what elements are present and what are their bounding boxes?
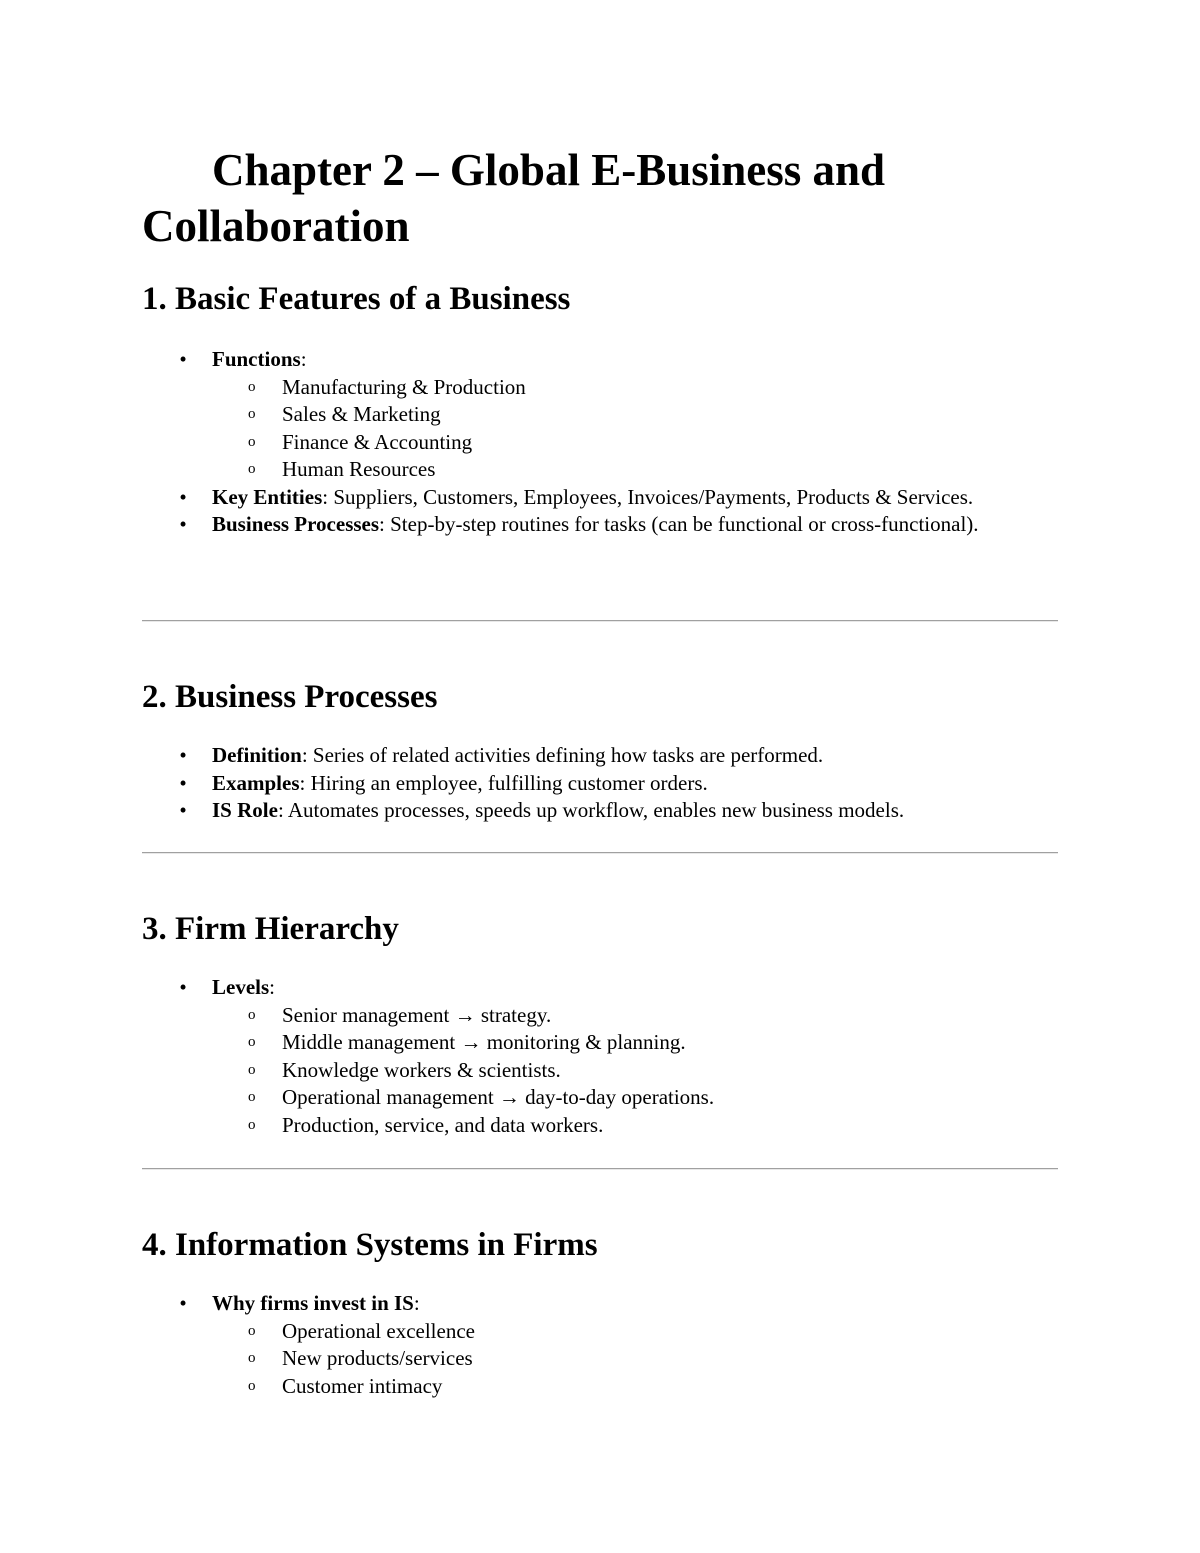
list-item bbox=[142, 1290, 1060, 1400]
section-divider bbox=[142, 620, 1058, 622]
chapter-title: Chapter 2 – Global E-Business and Collaboration bbox=[142, 145, 886, 251]
list-item bbox=[142, 974, 1060, 1139]
sub-item-text: New products/services bbox=[282, 1346, 473, 1370]
section-heading: 4. Information Systems in Firms bbox=[142, 1227, 598, 1263]
item-text: : Automates processes, speeds up workflow, enables new business models. bbox=[277, 798, 905, 822]
item-label: Business Processes bbox=[212, 512, 380, 536]
section-basic-features bbox=[142, 279, 1060, 539]
sub-list-item bbox=[212, 1084, 1060, 1112]
bullet-icon: • bbox=[179, 1291, 187, 1315]
list-item bbox=[142, 484, 1060, 512]
sub-bullet-icon: o bbox=[248, 433, 256, 450]
sub-list-item bbox=[212, 456, 1060, 484]
item-text: : Step-by-step routines for tasks (can be functional or cross-functional). bbox=[379, 512, 979, 536]
list-item bbox=[142, 742, 1060, 770]
list-item bbox=[142, 770, 1060, 798]
item-text: : bbox=[413, 1291, 420, 1315]
sub-list-item bbox=[212, 429, 1060, 457]
sub-list-item bbox=[212, 1029, 1060, 1057]
bullet-list bbox=[142, 974, 1060, 1139]
sub-list-item bbox=[212, 1373, 1060, 1401]
section-divider bbox=[142, 1168, 1058, 1170]
item-label: Levels bbox=[212, 975, 270, 999]
sub-list bbox=[212, 1002, 1060, 1140]
section-firm-hierarchy bbox=[142, 909, 1060, 1139]
sub-list-item bbox=[212, 374, 1060, 402]
sub-bullet-icon: o bbox=[248, 1089, 256, 1105]
sub-item-text: Operational excellence bbox=[282, 1318, 475, 1343]
sub-item-text: Production, service, and data workers. bbox=[282, 1112, 604, 1137]
sub-list-item bbox=[212, 401, 1060, 429]
section-information-systems bbox=[142, 1225, 1060, 1400]
bullet-icon: • bbox=[179, 743, 187, 767]
sub-item-text: Sales & Marketing bbox=[282, 402, 441, 426]
sub-item-text: Middle management → monitoring & planning. bbox=[282, 1030, 686, 1054]
sub-item-text: Customer intimacy bbox=[282, 1373, 443, 1398]
sub-bullet-icon: o bbox=[248, 378, 256, 395]
sub-list-item bbox=[212, 1318, 1060, 1346]
item-text: : Suppliers, Customers, Employees, Invoices/Payments, Products & Services. bbox=[322, 484, 974, 509]
bullet-icon: • bbox=[179, 798, 187, 822]
item-label: Examples bbox=[212, 770, 300, 795]
bullet-icon: • bbox=[179, 512, 187, 536]
sub-item-text: Finance & Accounting bbox=[282, 429, 473, 454]
sub-list-item bbox=[212, 1057, 1060, 1085]
sub-item-text: Operational management → day-to-day operations. bbox=[282, 1085, 715, 1109]
item-label: Definition bbox=[212, 743, 302, 767]
bullet-icon: • bbox=[179, 770, 187, 795]
sub-list-item bbox=[212, 1345, 1060, 1373]
item-text: : bbox=[300, 347, 307, 371]
section-divider bbox=[142, 852, 1058, 854]
sub-item-text: Knowledge workers & scientists. bbox=[282, 1057, 561, 1082]
sub-bullet-icon: o bbox=[248, 461, 256, 477]
sub-list-item bbox=[212, 1112, 1060, 1140]
sub-list bbox=[212, 374, 1060, 484]
list-item bbox=[142, 346, 1060, 484]
section-heading: 3. Firm Hierarchy bbox=[142, 911, 399, 947]
bullet-icon: • bbox=[179, 347, 187, 371]
item-label: IS Role bbox=[212, 798, 278, 822]
item-text: : Series of related activities defining how tasks are performed. bbox=[301, 743, 824, 767]
bullet-icon: • bbox=[179, 484, 187, 509]
sub-bullet-icon: o bbox=[248, 1034, 256, 1050]
item-label: Why firms invest in IS bbox=[212, 1291, 414, 1315]
bullet-icon: • bbox=[179, 975, 187, 999]
bullet-list bbox=[142, 346, 1060, 539]
list-item bbox=[142, 797, 1060, 825]
sub-item-text: Human Resources bbox=[282, 457, 436, 481]
section-heading: 2. Business Processes bbox=[142, 679, 438, 715]
section-heading: 1. Basic Features of a Business bbox=[142, 281, 571, 317]
bullet-list bbox=[142, 742, 1060, 825]
item-label: Key Entities bbox=[212, 484, 323, 509]
sub-bullet-icon: o bbox=[248, 1006, 256, 1023]
bullet-list bbox=[142, 1290, 1060, 1400]
sub-bullet-icon: o bbox=[248, 1377, 256, 1394]
item-text: : bbox=[269, 975, 275, 999]
sub-bullet-icon: o bbox=[248, 406, 256, 422]
sub-item-text: Manufacturing & Production bbox=[282, 374, 526, 399]
sub-bullet-icon: o bbox=[248, 1061, 256, 1078]
list-item bbox=[142, 511, 1060, 539]
sub-bullet-icon: o bbox=[248, 1350, 256, 1366]
sub-list bbox=[212, 1318, 1060, 1401]
sub-list-item bbox=[212, 1002, 1060, 1030]
sub-bullet-icon: o bbox=[248, 1322, 256, 1339]
section-business-processes bbox=[142, 677, 1060, 825]
sub-item-text: Senior management → strategy. bbox=[282, 1002, 552, 1027]
item-text: : Hiring an employee, fulfilling customer orders. bbox=[299, 770, 708, 795]
sub-bullet-icon: o bbox=[248, 1116, 256, 1133]
item-label: Functions bbox=[212, 347, 301, 371]
